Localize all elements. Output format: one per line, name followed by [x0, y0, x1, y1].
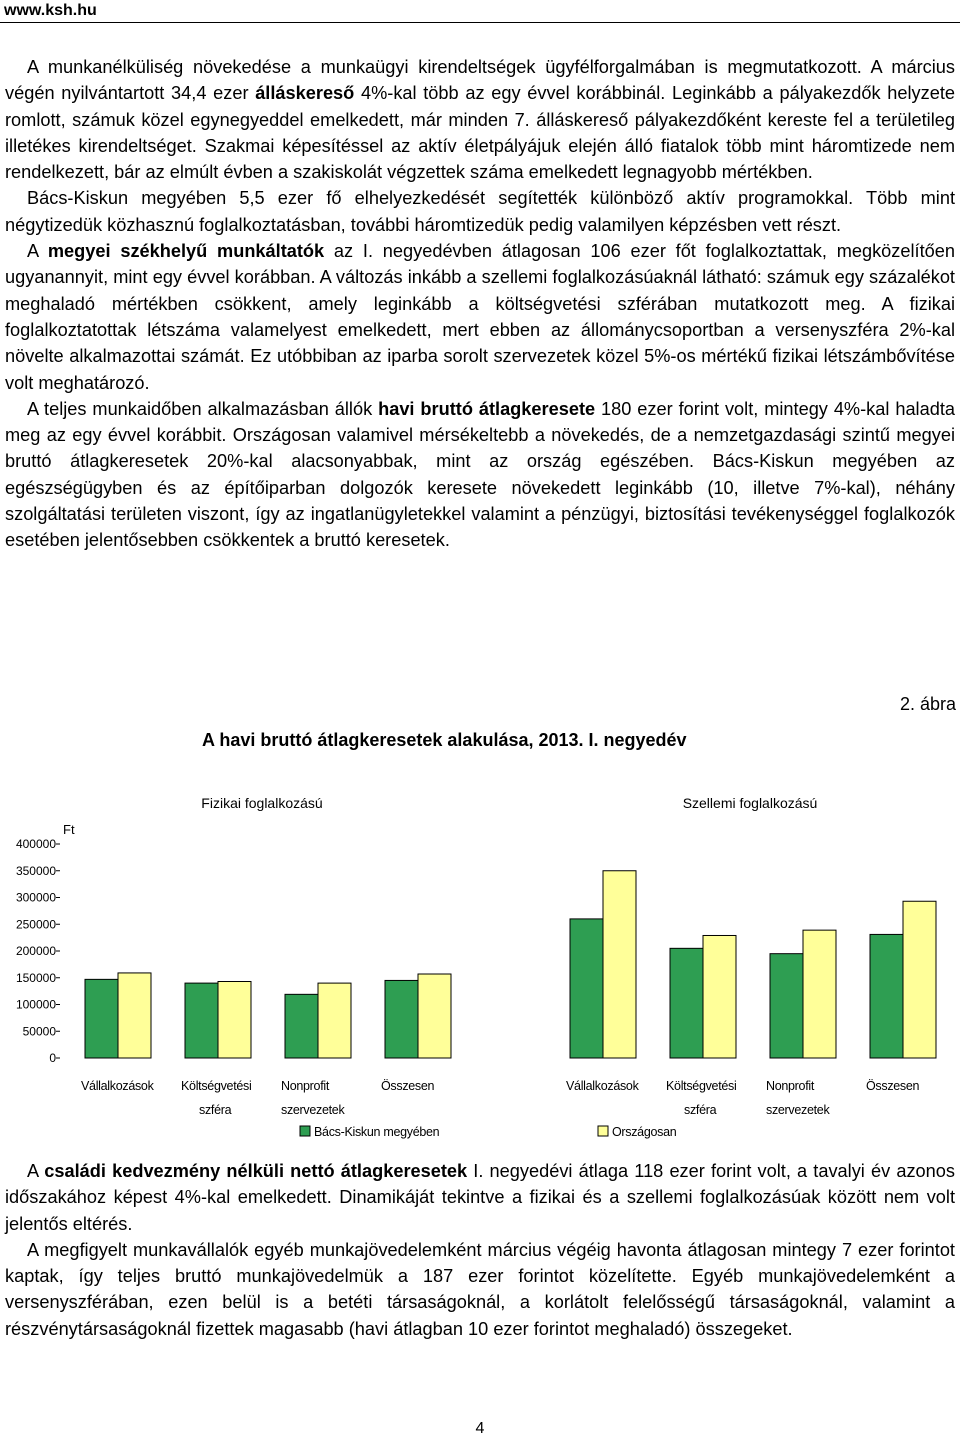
x-tick-label: Vállalkozások	[81, 1079, 154, 1093]
paragraph-net-earnings	[5, 1158, 955, 1237]
y-tick-label: 0	[49, 1051, 56, 1065]
y-tick-label: 300000	[15, 890, 56, 905]
legend	[300, 1125, 677, 1139]
x-tick-label: Összesen	[381, 1079, 435, 1093]
paragraph-gross-earnings	[5, 396, 955, 554]
text-section-top	[5, 54, 955, 554]
y-tick-label: 400000	[15, 837, 56, 851]
bold-term: álláskereső	[255, 83, 355, 104]
x-tick-label: szervezetek	[281, 1103, 345, 1117]
x-tick-label: szféra	[199, 1103, 232, 1117]
bold-term: családi kedvezmény nélküli nettó átlagkeresetek	[44, 1161, 468, 1181]
text-run: 4%-kal több az egy évvel korábbinál. Leginkább a pályakezdők helyzete romlott, számuk közel egynegyeddel emelkedett, már minden 7. álláskereső pályakezdőként kereste fel a területileg illetékes kirendeltséget. Szakmai képesítéssel az aktív életpályájuk elején álló fiatalok több mint háromtizede nem rendelkezett, bár az elmúlt évben a szakiskolát végzettek száma emelkedett legnagyobb mértékben.	[5, 83, 955, 183]
y-tick-label: 50000	[22, 1024, 56, 1039]
bar	[85, 979, 118, 1058]
x-tick-label: Nonprofit	[766, 1079, 815, 1093]
panel-title: Szellemi foglalkozású	[682, 795, 818, 811]
x-tick-label: Vállalkozások	[566, 1079, 639, 1093]
x-tick-label: szféra	[684, 1103, 717, 1117]
bar	[803, 930, 836, 1058]
y-tick-label: 200000	[15, 944, 56, 958]
bar	[118, 973, 151, 1058]
bold-term: havi bruttó átlagkeresete	[378, 398, 596, 419]
bar	[318, 983, 351, 1058]
legend-swatch	[300, 1126, 310, 1136]
bar	[603, 871, 636, 1058]
text-section-bottom	[5, 1158, 955, 1342]
bar	[870, 934, 903, 1058]
figure-number: 2. ábra	[899, 694, 956, 714]
bar	[770, 954, 803, 1058]
paragraph-active-programs: Bács-Kiskun megyében 5,5 ezer fő elhelyezkedését segítették különböző aktív programokkal. Több mint négytizedük közhasznú foglalkoztatásban, további háromtizedük pedig valamilyen képzésben vett részt.	[5, 188, 955, 235]
bold-term: megyei székhelyű munkáltatók	[47, 241, 325, 262]
y-axis-label: Ft	[63, 822, 75, 837]
bar	[703, 935, 736, 1058]
text-run: A munkanélküliség növekedése a munkaügyi kirendeltségek ügyfélforgalmában is megmutatkozott. A március végén nyilvántartott 34,4 ezer	[5, 57, 955, 104]
bar	[385, 980, 418, 1058]
y-tick-label: 100000	[15, 997, 56, 1012]
paragraph-unemployment	[5, 54, 955, 185]
text-run: A	[27, 241, 48, 262]
bar	[570, 919, 603, 1058]
x-tick-label: Költségvetési	[181, 1079, 252, 1093]
bars	[85, 871, 936, 1058]
y-tick-label: 350000	[15, 863, 56, 878]
text-run: I. negyedévi átlaga 118 ezer forint volt, a tavalyi év azonos időszakához képest 4%-kal emelkedett. Dinamikáját tekintve a fizikai és a szellemi foglalkozásúak között nem volt jelentős eltérés.	[5, 1161, 955, 1234]
y-tick-label: 250000	[15, 917, 56, 932]
bar	[285, 994, 318, 1058]
site-url[interactable]: www.ksh.hu	[4, 2, 97, 19]
text-run: A	[27, 1161, 45, 1181]
bar	[670, 948, 703, 1058]
paragraph-employers	[5, 238, 955, 396]
x-tick-label: Nonprofit	[281, 1079, 330, 1093]
legend-label: Bács-Kiskun megyében	[314, 1125, 440, 1139]
bar	[418, 974, 451, 1058]
bar	[903, 901, 936, 1058]
bar	[218, 981, 251, 1058]
panel-title: Fizikai foglalkozású	[201, 795, 323, 811]
legend-swatch	[598, 1126, 608, 1136]
page-header	[0, 0, 960, 26]
x-tick-label: Költségvetési	[666, 1079, 737, 1093]
text-run: A teljes munkaidőben alkalmazásban állók	[27, 398, 379, 419]
page-number: 4	[475, 1420, 485, 1437]
bar	[185, 983, 218, 1058]
legend-label: Országosan	[612, 1125, 677, 1139]
x-tick-label: szervezetek	[766, 1103, 830, 1117]
text-run: 180 ezer forint volt, mintegy 4%-kal haladta meg az egy évvel korábbit. Országosan valamivel mérsékeltebb a növekedés, de a nemzetgazdasági szintű megyei bruttó átlagkeresetek 20%-kal alacsonyabbak, mint az ország egészében. Bács-Kiskun megyében az egészségügyben és az építőiparban dolgozók keresete növekedett leginkább (10, illetve 7%-kal), néhány szolgáltatási területen viszont, így az ingatlanügyletekkel valamint a pénzügyi, biztosítási tevékenységgel foglalkozók esetében jelentősebben csökkentek a bruttó keresetek.	[5, 398, 955, 551]
earnings-bar-chart	[0, 780, 960, 1150]
paragraph-other-income: A megfigyelt munkavállalók egyéb munkajövedelemként március végéig havonta átlagosan mintegy 7 ezer forintot kaptak, így teljes bruttó munkajövedelmük a 187 ezer forintot közelítette. Egyéb munkajövedelemként a versenyszférában, ezen belül is a betéti társaságoknál, a korlátolt felelősségű társaságoknál, valamint a részvénytársaságoknál fizettek magasabb (havi átlagban 10 ezer forintot meghaladó) összegeket.	[5, 1239, 955, 1339]
x-tick-label: Összesen	[866, 1079, 920, 1093]
y-axis	[16, 822, 75, 1065]
y-tick-label: 150000	[15, 970, 56, 985]
header-rule	[0, 22, 960, 23]
figure-title: A havi bruttó átlagkeresetek alakulása, 2013. I. negyedév	[202, 730, 687, 750]
text-run: az I. negyedévben átlagosan 106 ezer főt foglalkoztattak, megközelítően ugyanannyit, mint egy évvel korábban. A változás inkább a szellemi foglalkozásúaknál látható: számuk egy százalékot meghaladó mértékben csökkent, amely leginkább a költségvetési szférában mutatkozott meg. A fizikai foglalkoztatottak létszáma valamelyest emelkedett, mert ebben az állománycsoportban a versenyszféra 2%-kal növelte alkalmazottai számát. Ez utóbbiban az iparba sorolt szervezetek közel 5%-os mértékű fizikai létszámbővítése volt meghatározó.	[5, 241, 955, 393]
